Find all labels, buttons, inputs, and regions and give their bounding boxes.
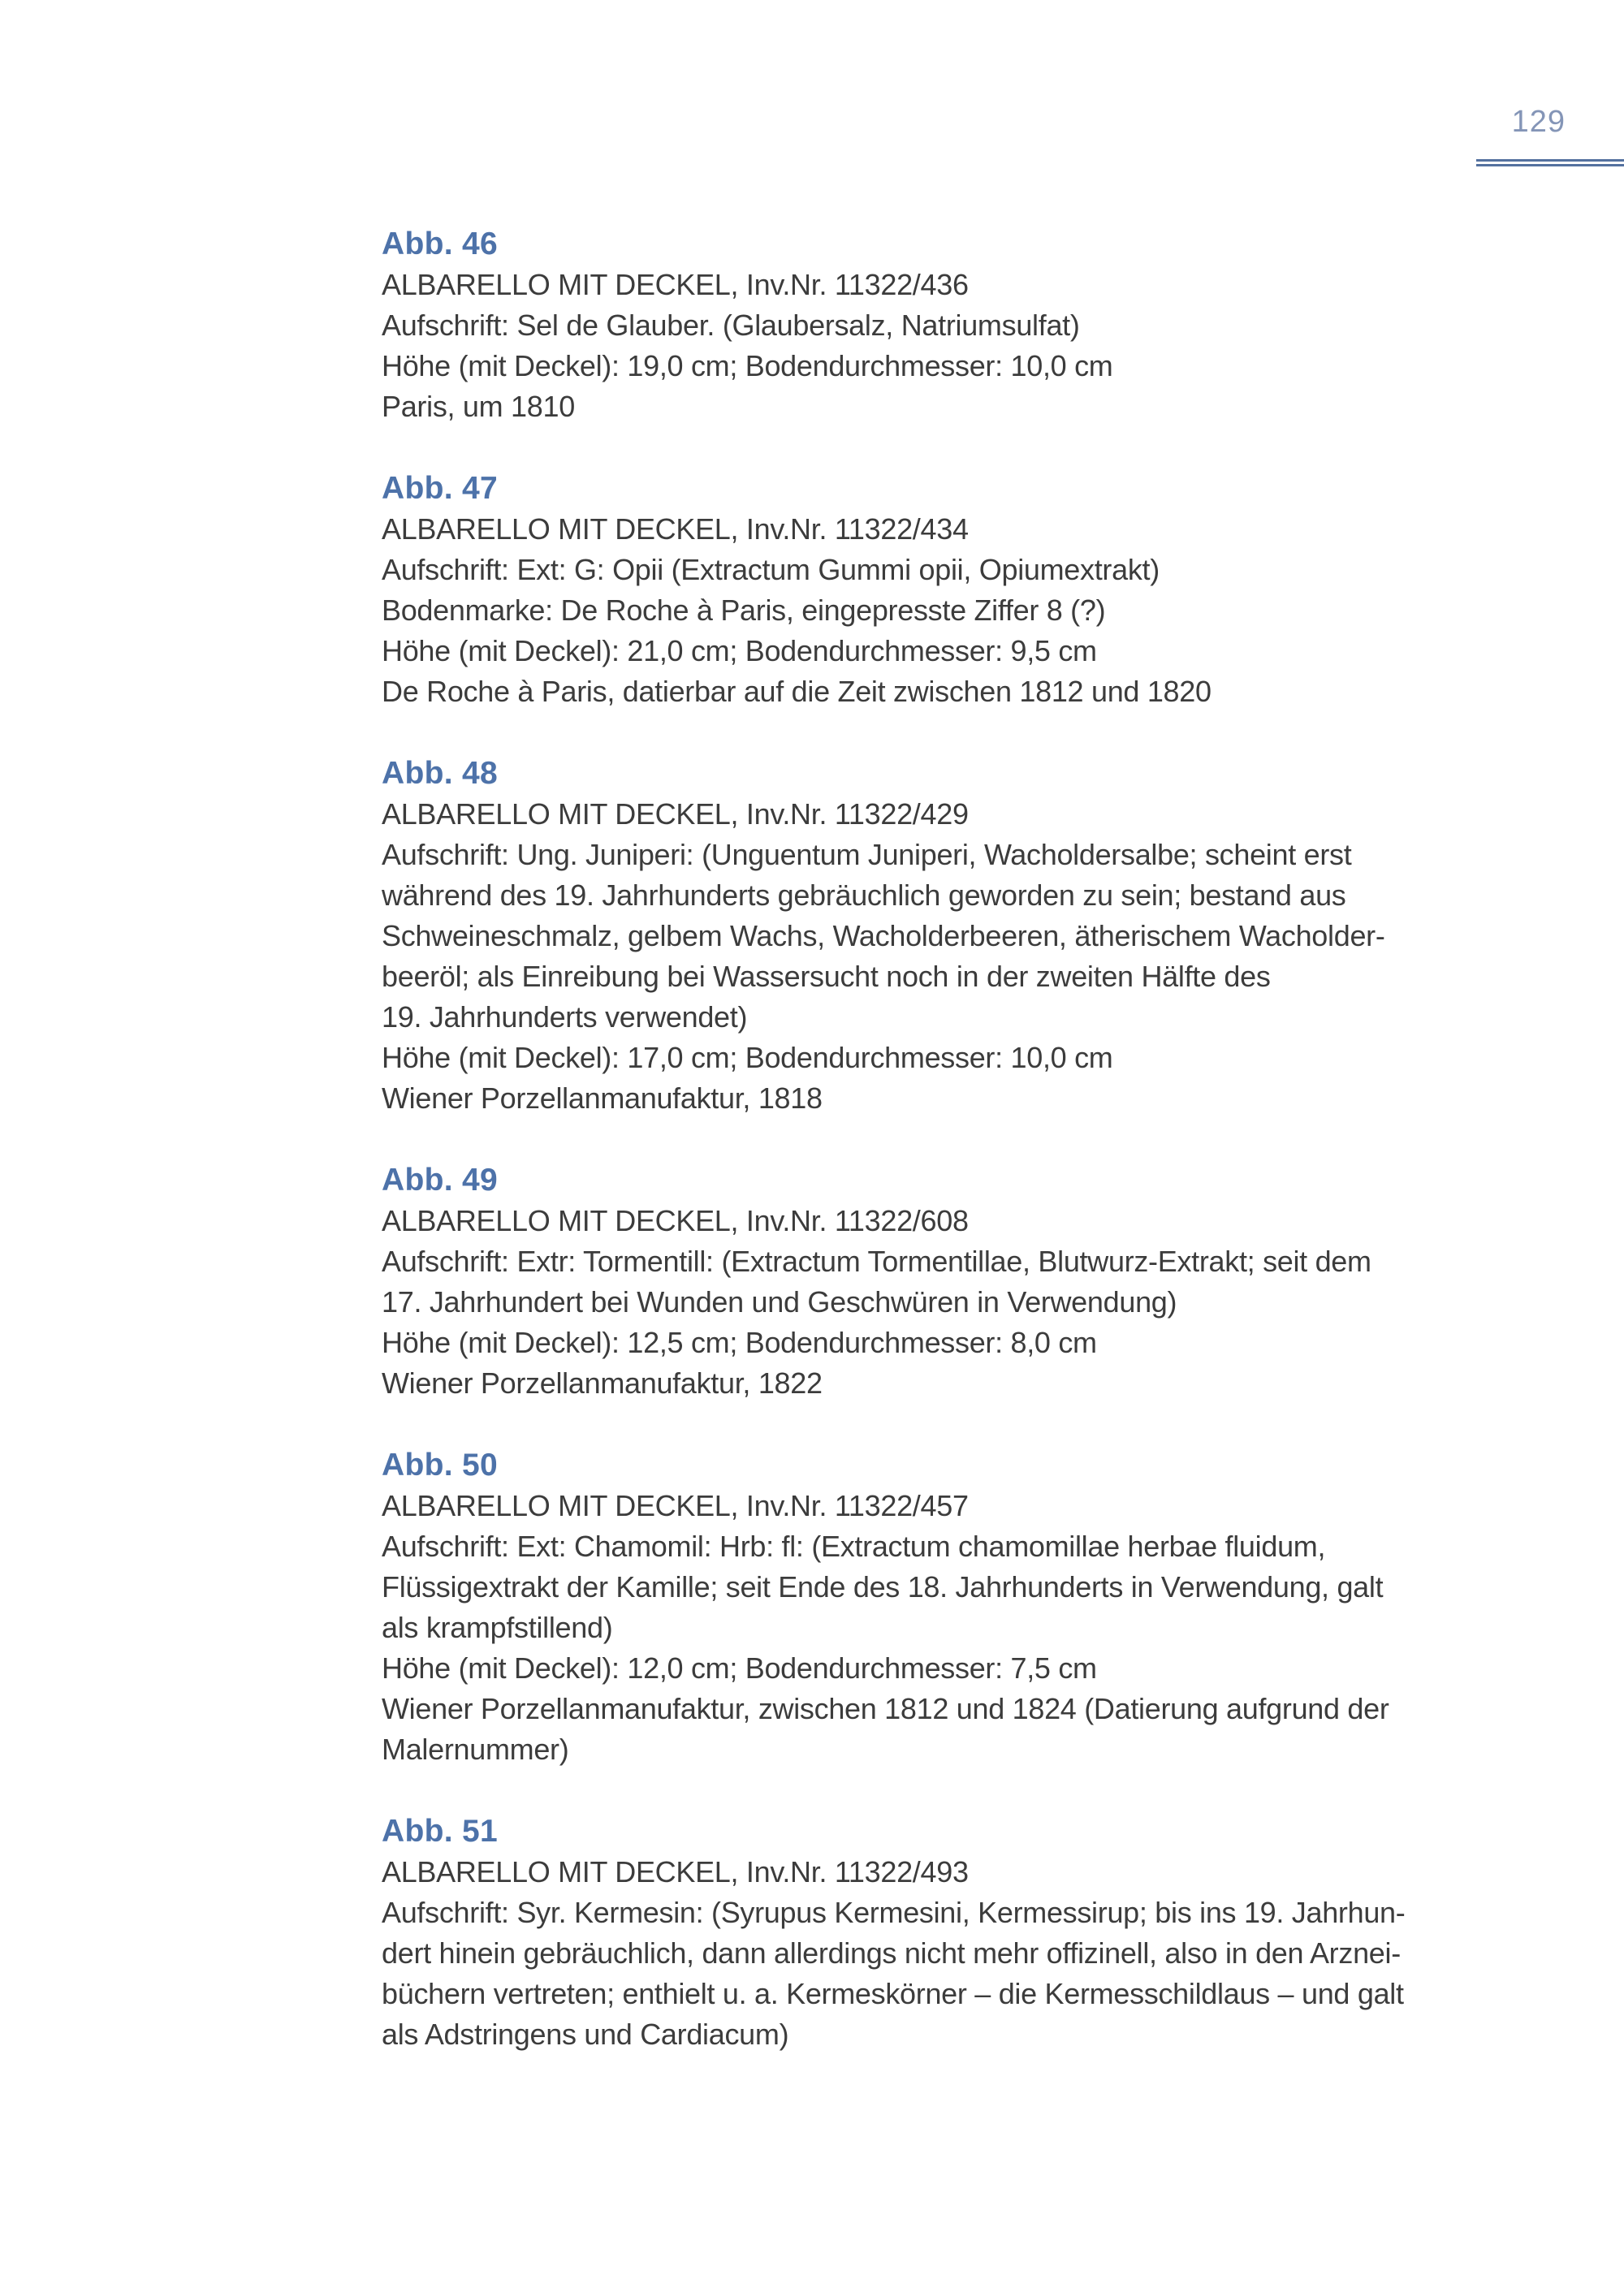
entry-line: Flüssigextrakt der Kamille; seit Ende des 18. Jahrhunderts in Verwendung, galt [382,1570,1384,1604]
entry-title: ALBARELLO MIT DECKEL, Inv.Nr. 11322/608 [382,1204,969,1237]
entry-title: ALBARELLO MIT DECKEL, Inv.Nr. 11322/457 [382,1489,969,1522]
entry-line: Höhe (mit Deckel): 21,0 cm; Bodendurchmesser: 9,5 cm [382,634,1097,667]
entry-line: Höhe (mit Deckel): 19,0 cm; Bodendurchmesser: 10,0 cm [382,349,1113,382]
entry-line: Wiener Porzellanmanufaktur, 1818 [382,1081,823,1115]
catalog-entry-abb-46 [382,224,1474,427]
entry-line: Aufschrift: Sel de Glauber. (Glaubersalz, Natriumsulfat) [382,309,1080,342]
entry-line: beeröl; als Einreibung bei Wassersucht noch in der zweiten Hälfte des [382,960,1271,993]
entry-line: Höhe (mit Deckel): 17,0 cm; Bodendurchmesser: 10,0 cm [382,1041,1113,1074]
entry-label: Abb. 50 [382,1448,498,1483]
entry-title: ALBARELLO MIT DECKEL, Inv.Nr. 11322/434 [382,512,969,546]
entry-line: Aufschrift: Extr: Tormentill: (Extractum Tormentillae, Blutwurz-Extrakt; seit dem [382,1245,1371,1278]
entry-label: Abb. 48 [382,756,498,791]
entry-line: als Adstringens und Cardiacum) [382,2018,789,2051]
entry-line: De Roche à Paris, datierbar auf die Zeit zwischen 1812 und 1820 [382,675,1212,708]
entry-line: Aufschrift: Syr. Kermesin: (Syrupus Kermesini, Kermessirup; bis ins 19. Jahrhun- [382,1896,1406,1929]
entry-line: Höhe (mit Deckel): 12,0 cm; Bodendurchmesser: 7,5 cm [382,1651,1097,1685]
entry-title: ALBARELLO MIT DECKEL, Inv.Nr. 11322/436 [382,268,969,301]
page-number: 129 [1511,105,1566,139]
entry-title: ALBARELLO MIT DECKEL, Inv.Nr. 11322/493 [382,1855,969,1888]
entry-line: Bodenmarke: De Roche à Paris, eingepresste Ziffer 8 (?) [382,594,1106,627]
catalog-entries [382,224,1474,2096]
entry-line: 17. Jahrhundert bei Wunden und Geschwüren in Verwendung) [382,1285,1177,1319]
entry-label: Abb. 47 [382,471,498,506]
entry-line: Schweineschmalz, gelbem Wachs, Wacholderbeeren, ätherischem Wacholder- [382,919,1385,952]
entry-line: Wiener Porzellanmanufaktur, 1822 [382,1366,823,1400]
entry-line: 19. Jahrhunderts verwendet) [382,1000,748,1034]
entry-line: Aufschrift: Ung. Juniperi: (Unguentum Juniperi, Wacholdersalbe; scheint erst [382,838,1352,871]
entry-line: Aufschrift: Ext: Chamomil: Hrb: fl: (Extractum chamomillae herbae fluidum, [382,1530,1326,1563]
entry-label: Abb. 51 [382,1814,498,1849]
entry-title: ALBARELLO MIT DECKEL, Inv.Nr. 11322/429 [382,797,969,831]
entry-line: Paris, um 1810 [382,390,575,423]
entry-line: während des 19. Jahrhunderts gebräuchlich geworden zu sein; bestand aus [382,878,1346,912]
entry-line: Höhe (mit Deckel): 12,5 cm; Bodendurchmesser: 8,0 cm [382,1326,1097,1359]
catalog-entry-abb-50 [382,1445,1474,1770]
entry-line: büchern vertreten; enthielt u. a. Kermeskörner – die Kermesschildlaus – und galt [382,1977,1404,2010]
entry-label: Abb. 46 [382,227,498,261]
catalog-entry-abb-49 [382,1160,1474,1404]
entry-line: Malernummer) [382,1733,569,1766]
catalog-entry-abb-47 [382,468,1474,712]
catalog-entry-abb-51 [382,1811,1474,2055]
entry-line: dert hinein gebräuchlich, dann allerdings nicht mehr offizinell, also in den Arznei- [382,1936,1401,1970]
catalog-entry-abb-48 [382,753,1474,1119]
entry-label: Abb. 49 [382,1163,498,1198]
entry-line: Wiener Porzellanmanufaktur, zwischen 1812 und 1824 (Datierung aufgrund der [382,1692,1389,1725]
entry-line: Aufschrift: Ext: G: Opii (Extractum Gummi opii, Opiumextrakt) [382,553,1160,586]
entry-line: als krampfstillend) [382,1611,613,1644]
header-rule [1476,159,1624,166]
